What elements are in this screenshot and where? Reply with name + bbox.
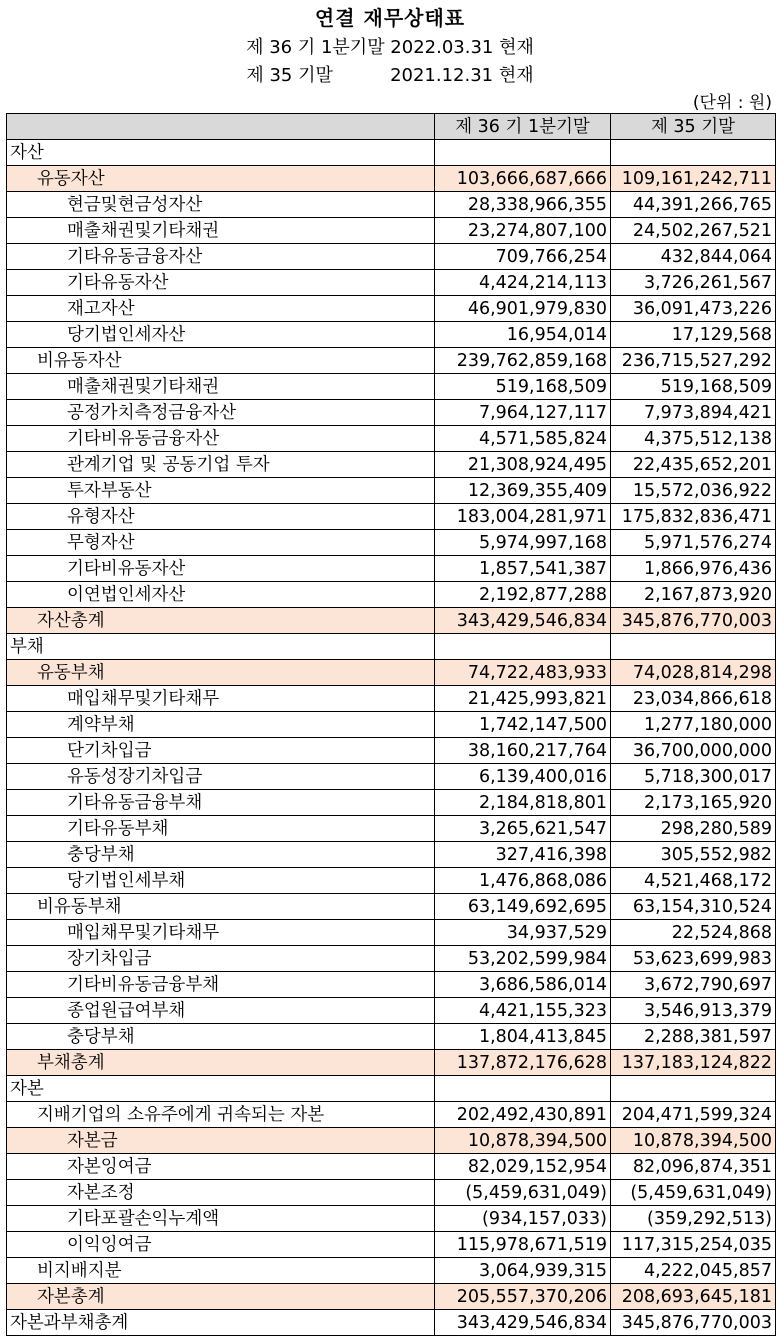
row-value-prior: 82,096,874,351 — [611, 1154, 776, 1180]
row-value-prior: 345,876,770,003 — [611, 1310, 776, 1336]
row-value-prior: 298,280,589 — [611, 816, 776, 842]
table-row — [7, 1050, 776, 1076]
row-value-prior: 1,866,976,436 — [611, 556, 776, 582]
row-value-prior: 7,973,894,421 — [611, 400, 776, 426]
row-value-prior: 10,878,394,500 — [611, 1128, 776, 1154]
table-row — [7, 660, 776, 686]
row-value-current: 343,429,546,834 — [435, 1310, 611, 1336]
row-label: 비유동자산 — [7, 348, 435, 374]
balance-sheet-table — [6, 113, 776, 1336]
row-value-prior: 175,832,836,471 — [611, 504, 776, 530]
row-label: 기타유동부채 — [7, 816, 435, 842]
table-row — [7, 1076, 776, 1102]
row-label: 기타비유동금융부채 — [7, 972, 435, 998]
row-value-prior: 44,391,266,765 — [611, 192, 776, 218]
row-label: 무형자산 — [7, 530, 435, 556]
table-row — [7, 530, 776, 556]
table-row — [7, 1258, 776, 1284]
row-value-current: 1,857,541,387 — [435, 556, 611, 582]
table-row — [7, 608, 776, 634]
row-label: 공정가치측정금융자산 — [7, 400, 435, 426]
table-row — [7, 998, 776, 1024]
row-value-current: 709,766,254 — [435, 244, 611, 270]
row-value-current — [435, 140, 611, 166]
table-row — [7, 348, 776, 374]
row-value-current: 183,004,281,971 — [435, 504, 611, 530]
table-row — [7, 374, 776, 400]
row-value-prior: 3,726,261,567 — [611, 270, 776, 296]
row-value-current: 82,029,152,954 — [435, 1154, 611, 1180]
row-value-current: 202,492,430,891 — [435, 1102, 611, 1128]
table-row — [7, 582, 776, 608]
table-row — [7, 946, 776, 972]
row-value-prior: 117,315,254,035 — [611, 1232, 776, 1258]
row-value-prior — [611, 1076, 776, 1102]
row-value-prior: 22,524,868 — [611, 920, 776, 946]
row-value-current: 21,308,924,495 — [435, 452, 611, 478]
table-row — [7, 192, 776, 218]
row-label: 기타포괄손익누계액 — [7, 1206, 435, 1232]
statement-title: 연결 재무상태표 — [314, 6, 466, 30]
table-row — [7, 322, 776, 348]
table-row — [7, 764, 776, 790]
row-value-prior: 36,091,473,226 — [611, 296, 776, 322]
row-label: 비지배지분 — [7, 1258, 435, 1284]
table-row — [7, 478, 776, 504]
row-value-current: 3,064,939,315 — [435, 1258, 611, 1284]
row-label: 매출채권및기타채권 — [7, 218, 435, 244]
row-value-current: 3,265,621,547 — [435, 816, 611, 842]
table-row — [7, 296, 776, 322]
table-row — [7, 790, 776, 816]
row-label: 매출채권및기타채권 — [7, 374, 435, 400]
row-label: 계약부채 — [7, 712, 435, 738]
row-value-current: 343,429,546,834 — [435, 608, 611, 634]
row-value-prior: 5,971,576,274 — [611, 530, 776, 556]
table-row — [7, 972, 776, 998]
table-row — [7, 868, 776, 894]
table-row — [7, 894, 776, 920]
row-label: 자본총계 — [7, 1284, 435, 1310]
table-row — [7, 270, 776, 296]
table-row — [7, 1102, 776, 1128]
row-value-prior: 36,700,000,000 — [611, 738, 776, 764]
row-value-current: 21,425,993,821 — [435, 686, 611, 712]
table-row — [7, 244, 776, 270]
table-row — [7, 426, 776, 452]
unit-label: (단위 : 원) — [692, 93, 772, 113]
row-value-current: 74,722,483,933 — [435, 660, 611, 686]
row-label: 자본 — [7, 1076, 435, 1102]
row-value-current — [435, 634, 611, 660]
row-value-current: 3,686,586,014 — [435, 972, 611, 998]
row-label: 재고자산 — [7, 296, 435, 322]
row-value-prior: 4,375,512,138 — [611, 426, 776, 452]
row-label: 장기차입금 — [7, 946, 435, 972]
row-value-prior: 109,161,242,711 — [611, 166, 776, 192]
table-row — [7, 1024, 776, 1050]
row-label: 종업원급여부채 — [7, 998, 435, 1024]
row-value-prior: 4,521,468,172 — [611, 868, 776, 894]
row-label: 유형자산 — [7, 504, 435, 530]
row-value-prior: 2,173,165,920 — [611, 790, 776, 816]
row-label: 유동부채 — [7, 660, 435, 686]
row-label: 유동자산 — [7, 166, 435, 192]
row-label: 이연법인세자산 — [7, 582, 435, 608]
row-value-prior: 3,546,913,379 — [611, 998, 776, 1024]
row-value-current: 38,160,217,764 — [435, 738, 611, 764]
row-label: 자산 — [7, 140, 435, 166]
row-value-current: 53,202,599,984 — [435, 946, 611, 972]
table-row — [7, 1310, 776, 1336]
table-row — [7, 634, 776, 660]
table-row — [7, 842, 776, 868]
table-row — [7, 712, 776, 738]
table-row — [7, 816, 776, 842]
table-row — [7, 556, 776, 582]
row-label: 자산총계 — [7, 608, 435, 634]
row-value-prior: 15,572,036,922 — [611, 478, 776, 504]
row-value-prior: 208,693,645,181 — [611, 1284, 776, 1310]
row-label: 지배기업의 소유주에게 귀속되는 자본 — [7, 1102, 435, 1128]
period-prior-line: 제 35 기말 2021.12.31 현재 — [246, 65, 534, 86]
row-label: 단기차입금 — [7, 738, 435, 764]
table-row — [7, 1154, 776, 1180]
row-value-prior: 1,277,180,000 — [611, 712, 776, 738]
row-value-current: 46,901,979,830 — [435, 296, 611, 322]
row-value-current: 28,338,966,355 — [435, 192, 611, 218]
row-value-prior: 5,718,300,017 — [611, 764, 776, 790]
row-value-current: 4,424,214,113 — [435, 270, 611, 296]
row-label: 자본과부채총계 — [7, 1310, 435, 1336]
table-row — [7, 1180, 776, 1206]
row-value-prior: 2,167,873,920 — [611, 582, 776, 608]
table-row — [7, 1206, 776, 1232]
column-header-current: 제 36 기 1분기말 — [435, 114, 611, 140]
row-value-current: 103,666,687,666 — [435, 166, 611, 192]
row-value-current: 6,139,400,016 — [435, 764, 611, 790]
row-value-current: 7,964,127,117 — [435, 400, 611, 426]
row-value-current: 10,878,394,500 — [435, 1128, 611, 1154]
period-current-line: 제 36 기 1분기말 2022.03.31 현재 — [246, 37, 534, 58]
row-value-current: 115,978,671,519 — [435, 1232, 611, 1258]
row-value-prior: 432,844,064 — [611, 244, 776, 270]
row-value-current: 63,149,692,695 — [435, 894, 611, 920]
row-label: 충당부채 — [7, 1024, 435, 1050]
row-value-current: 239,762,859,168 — [435, 348, 611, 374]
row-value-prior — [611, 634, 776, 660]
table-row — [7, 140, 776, 166]
table-row — [7, 1284, 776, 1310]
row-label: 당기법인세부채 — [7, 868, 435, 894]
row-label: 관계기업 및 공동기업 투자 — [7, 452, 435, 478]
row-value-prior: 2,288,381,597 — [611, 1024, 776, 1050]
table-row — [7, 504, 776, 530]
table-row — [7, 686, 776, 712]
row-value-prior: 305,552,982 — [611, 842, 776, 868]
table-row — [7, 218, 776, 244]
row-value-current: 4,421,155,323 — [435, 998, 611, 1024]
row-value-current: 2,192,877,288 — [435, 582, 611, 608]
table-row — [7, 1232, 776, 1258]
row-value-prior: 17,129,568 — [611, 322, 776, 348]
row-label: 부채총계 — [7, 1050, 435, 1076]
row-label: 자본잉여금 — [7, 1154, 435, 1180]
row-value-prior: (359,292,513) — [611, 1206, 776, 1232]
row-label: 비유동부채 — [7, 894, 435, 920]
table-header-row — [7, 114, 776, 140]
row-value-current: 205,557,370,206 — [435, 1284, 611, 1310]
row-value-current: (934,157,033) — [435, 1206, 611, 1232]
row-label: 매입채무및기타채무 — [7, 920, 435, 946]
row-label: 기타비유동금융자산 — [7, 426, 435, 452]
row-value-prior: 53,623,699,983 — [611, 946, 776, 972]
row-label: 충당부채 — [7, 842, 435, 868]
row-label: 현금및현금성자산 — [7, 192, 435, 218]
column-header-label — [7, 114, 435, 140]
row-label: 매입채무및기타채무 — [7, 686, 435, 712]
table-row — [7, 452, 776, 478]
row-value-prior — [611, 140, 776, 166]
column-header-prior: 제 35 기말 — [611, 114, 776, 140]
row-value-current: 1,476,868,086 — [435, 868, 611, 894]
row-value-current: 4,571,585,824 — [435, 426, 611, 452]
table-row — [7, 400, 776, 426]
row-value-prior: 74,028,814,298 — [611, 660, 776, 686]
row-value-prior: 236,715,527,292 — [611, 348, 776, 374]
row-label: 투자부동산 — [7, 478, 435, 504]
row-value-prior: 22,435,652,201 — [611, 452, 776, 478]
row-value-current: 519,168,509 — [435, 374, 611, 400]
row-label: 자본조정 — [7, 1180, 435, 1206]
row-value-prior: 24,502,267,521 — [611, 218, 776, 244]
row-value-current: 1,804,413,845 — [435, 1024, 611, 1050]
row-label: 자본금 — [7, 1128, 435, 1154]
row-value-current: 16,954,014 — [435, 322, 611, 348]
row-value-current: 2,184,818,801 — [435, 790, 611, 816]
table-row — [7, 1128, 776, 1154]
row-value-current: 137,872,176,628 — [435, 1050, 611, 1076]
row-value-prior: 4,222,045,857 — [611, 1258, 776, 1284]
row-label: 당기법인세자산 — [7, 322, 435, 348]
row-value-prior: 137,183,124,822 — [611, 1050, 776, 1076]
row-value-current: 1,742,147,500 — [435, 712, 611, 738]
row-value-current: 23,274,807,100 — [435, 218, 611, 244]
row-label: 기타비유동자산 — [7, 556, 435, 582]
table-row — [7, 166, 776, 192]
row-label: 기타유동금융자산 — [7, 244, 435, 270]
row-label: 기타유동금융부채 — [7, 790, 435, 816]
row-label: 부채 — [7, 634, 435, 660]
row-label: 유동성장기차입금 — [7, 764, 435, 790]
row-value-prior: 3,672,790,697 — [611, 972, 776, 998]
row-value-prior: 519,168,509 — [611, 374, 776, 400]
row-value-prior: 23,034,866,618 — [611, 686, 776, 712]
row-label: 기타유동자산 — [7, 270, 435, 296]
row-value-prior: 345,876,770,003 — [611, 608, 776, 634]
row-label: 이익잉여금 — [7, 1232, 435, 1258]
table-row — [7, 738, 776, 764]
row-value-current: 34,937,529 — [435, 920, 611, 946]
row-value-prior: 63,154,310,524 — [611, 894, 776, 920]
row-value-current: 327,416,398 — [435, 842, 611, 868]
row-value-prior: 204,471,599,324 — [611, 1102, 776, 1128]
row-value-current: 12,369,355,409 — [435, 478, 611, 504]
row-value-current — [435, 1076, 611, 1102]
row-value-current: (5,459,631,049) — [435, 1180, 611, 1206]
row-value-current: 5,974,997,168 — [435, 530, 611, 556]
table-row — [7, 920, 776, 946]
row-value-prior: (5,459,631,049) — [611, 1180, 776, 1206]
